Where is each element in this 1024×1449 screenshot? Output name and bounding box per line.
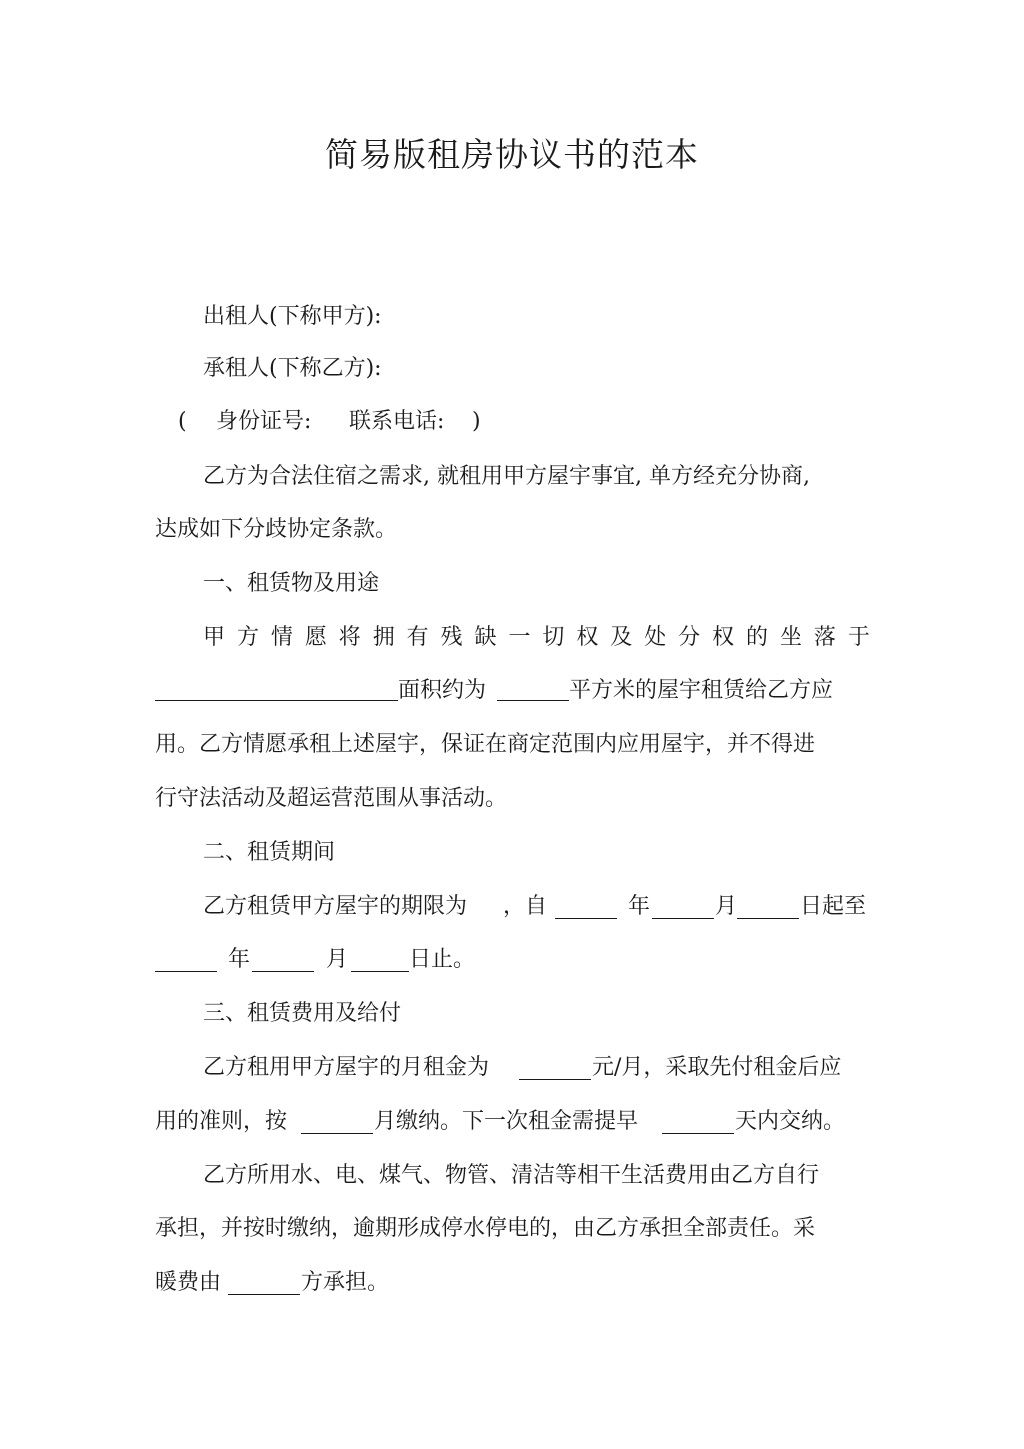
heating-tail: 方承担。 bbox=[301, 1270, 390, 1295]
spaced-char: 方 bbox=[236, 625, 259, 650]
section2-heading: 二、租赁期间 bbox=[203, 840, 336, 865]
section1-line-4: 行守法活动及超运营范围从事活动。 bbox=[155, 786, 508, 811]
section1-spaced-line bbox=[203, 621, 870, 655]
spaced-char: 甲 bbox=[203, 625, 226, 650]
spaced-char: 情 bbox=[270, 625, 293, 650]
end-day-blank bbox=[351, 949, 409, 972]
start-day-label: 日起至 bbox=[800, 894, 867, 919]
spaced-char: 缺 bbox=[474, 625, 497, 650]
spaced-char: 愿 bbox=[304, 625, 327, 650]
section3-utilities-line-1: 乙方所用水、电、煤气、物管、清洁等相干生活费用由乙方自行 bbox=[203, 1163, 820, 1188]
heating-blank bbox=[228, 1272, 300, 1295]
term-from: ，自 bbox=[503, 894, 548, 919]
section1-heading: 一、租赁物及用途 bbox=[203, 571, 380, 596]
start-year-label: 年 bbox=[628, 894, 651, 919]
pay-period-blank bbox=[301, 1111, 373, 1134]
spaced-char: 及 bbox=[610, 625, 633, 650]
pay-days-blank bbox=[662, 1111, 734, 1134]
id-open-paren: ( bbox=[178, 409, 187, 434]
heating-label: 暖费由 bbox=[155, 1270, 222, 1295]
id-number-label: 身份证号: bbox=[216, 409, 312, 434]
lessor-line: 出租人(下称甲方): bbox=[203, 304, 382, 329]
section3-heading: 三、租赁费用及给付 bbox=[203, 1001, 402, 1026]
end-month-label: 月 bbox=[326, 947, 349, 972]
spaced-char: 的 bbox=[746, 625, 769, 650]
section3-rent-line bbox=[203, 1051, 870, 1085]
section3-utilities-line-2: 承担，并按时缴纳，逾期形成停水停电的，由乙方承担全部责任。采 bbox=[155, 1216, 816, 1241]
end-year-blank bbox=[155, 949, 217, 972]
intro-line-2: 达成如下分歧协定条款。 bbox=[155, 517, 398, 542]
end-day-label: 日止。 bbox=[409, 947, 476, 972]
pay-label: 用的准则，按 bbox=[155, 1109, 288, 1134]
document-title: 简易版租房协议书的范本 bbox=[325, 135, 699, 174]
section3-pay-line bbox=[155, 1105, 870, 1139]
spaced-char: 分 bbox=[678, 625, 701, 650]
lessee-line: 承租人(下称乙方): bbox=[203, 356, 382, 381]
section2-term-line bbox=[203, 890, 873, 924]
spaced-char: 残 bbox=[440, 625, 463, 650]
section1-line-3: 用。乙方情愿承租上述屋宇，保证在商定范围内应用屋宇，并不得进 bbox=[155, 732, 816, 757]
end-month-blank bbox=[252, 949, 314, 972]
pay-period: 月缴纳。下一次租金需提早 bbox=[374, 1109, 639, 1134]
start-month-label: 月 bbox=[715, 894, 738, 919]
spaced-char: 处 bbox=[644, 625, 667, 650]
end-year-label: 年 bbox=[228, 947, 251, 972]
id-close-paren: ) bbox=[472, 409, 481, 434]
spaced-char: 将 bbox=[338, 625, 361, 650]
area-blank bbox=[497, 678, 569, 701]
spaced-char: 拥 bbox=[372, 625, 395, 650]
rent-unit: 元/月，采取先付租金后应 bbox=[592, 1055, 842, 1080]
spaced-char: 一 bbox=[508, 625, 531, 650]
term-label: 乙方租赁甲方屋宇的期限为 bbox=[203, 894, 468, 919]
spaced-char: 坐 bbox=[779, 625, 802, 650]
section2-end-line bbox=[155, 943, 870, 977]
area-tail: 平方米的屋宇租赁给乙方应 bbox=[569, 678, 834, 703]
spaced-char: 切 bbox=[542, 625, 565, 650]
section3-heating-line bbox=[155, 1266, 870, 1300]
intro-line-1: 乙方为合法住宿之需求, 就租用甲方屋宇事宜, 单方经充分协商, bbox=[203, 464, 810, 489]
address-blank bbox=[155, 678, 398, 701]
rent-label: 乙方租用甲方屋宇的月租金为 bbox=[203, 1055, 490, 1080]
spaced-char: 权 bbox=[576, 625, 599, 650]
spaced-char: 于 bbox=[847, 625, 870, 650]
section1-area-line bbox=[155, 674, 870, 708]
phone-label: 联系电话: bbox=[349, 409, 445, 434]
spaced-char: 有 bbox=[406, 625, 429, 650]
area-label: 面积约为 bbox=[398, 678, 487, 703]
spaced-char: 权 bbox=[712, 625, 735, 650]
start-month-blank bbox=[652, 896, 714, 919]
pay-days: 天内交纳。 bbox=[735, 1109, 846, 1134]
id-phone-line bbox=[178, 405, 893, 439]
spaced-char: 落 bbox=[813, 625, 836, 650]
start-year-blank bbox=[555, 896, 617, 919]
rent-blank bbox=[519, 1057, 591, 1080]
start-day-blank bbox=[737, 896, 799, 919]
